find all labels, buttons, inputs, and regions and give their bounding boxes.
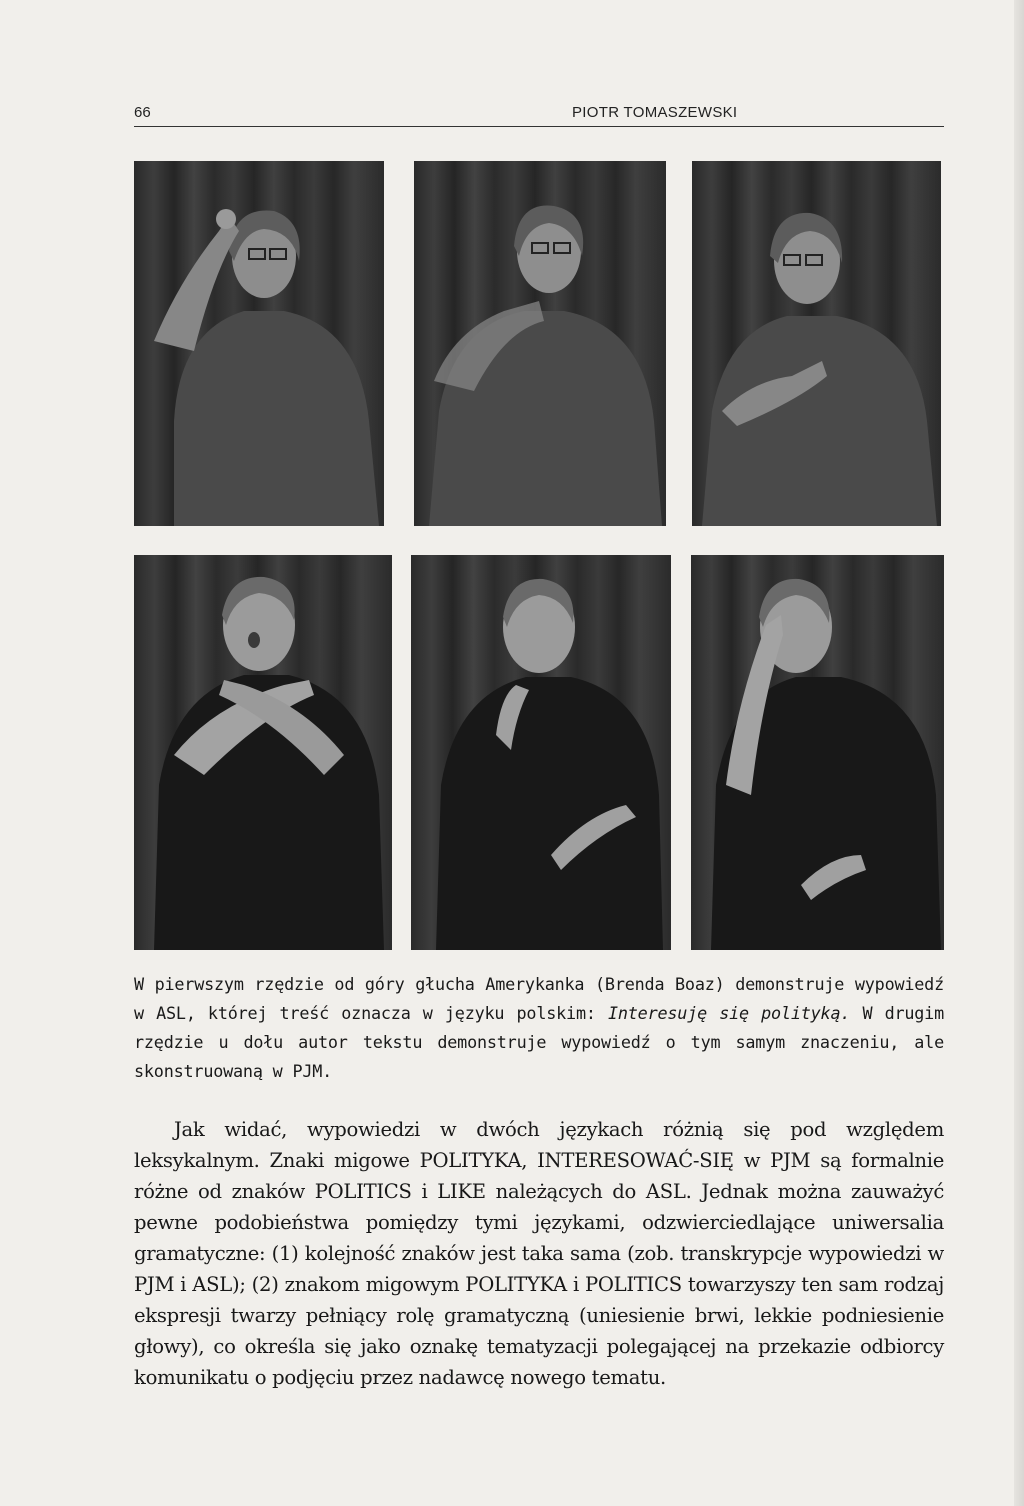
running-head: PIOTR TOMASZEWSKI [572,104,738,121]
body-paragraph [134,1114,944,1393]
photo-man-2 [411,555,671,950]
caption-italic: Interesuję się polityką. [607,1003,851,1023]
running-header [134,100,944,127]
caption-text-1: W pierwszym rzędzie od góry głucha Amerykanka (Brenda Boaz) demonstruje wypowiedź w ASL, której treść oznacza w języku polskim: [134,974,944,1023]
photo-man-1 [134,555,392,950]
photo-man-3 [691,555,944,950]
page-number: 66 [134,104,151,121]
photo-woman-2 [414,161,666,526]
caption-text-2: W drugim rzędzie u dołu autor tekstu demonstruje wypowiedź o tym samym znaczeniu, ale skonstruowaną w PJM. [134,1003,944,1081]
body-paragraph-text: Jak widać, wypowiedzi w dwóch językach różnią się pod względem leksykalnym. Znaki migowe POLITYKA, INTERESOWAĆ-SIĘ w PJM są formalnie różne od znaków POLITICS i LIKE należących do ASL. Jednak można zauważyć pewne podobieństwa pomiędzy tymi językami, odzwierciedlające uniwersalia gramatyczne: (1) kolejność znaków jest taka sama (zob. transkrypcje wypowiedzi w PJM i ASL); (2) znakom migowym POLITYKA i POLITICS towarzyszy ten sam rodzaj ekspresji twarzy pełniący rolę gramatyczną (uniesienie brwi, lekkie podniesienie głowy), co określa się jako oznakę tematyzacji polegającej na przekazie odbiorcy komunikatu o podjęciu przez nadawcę nowego tematu. [134,1118,944,1389]
photo-woman-1 [134,161,384,526]
figure-caption [134,970,944,1086]
page-edge [1014,0,1024,1506]
photo-woman-3 [692,161,941,526]
